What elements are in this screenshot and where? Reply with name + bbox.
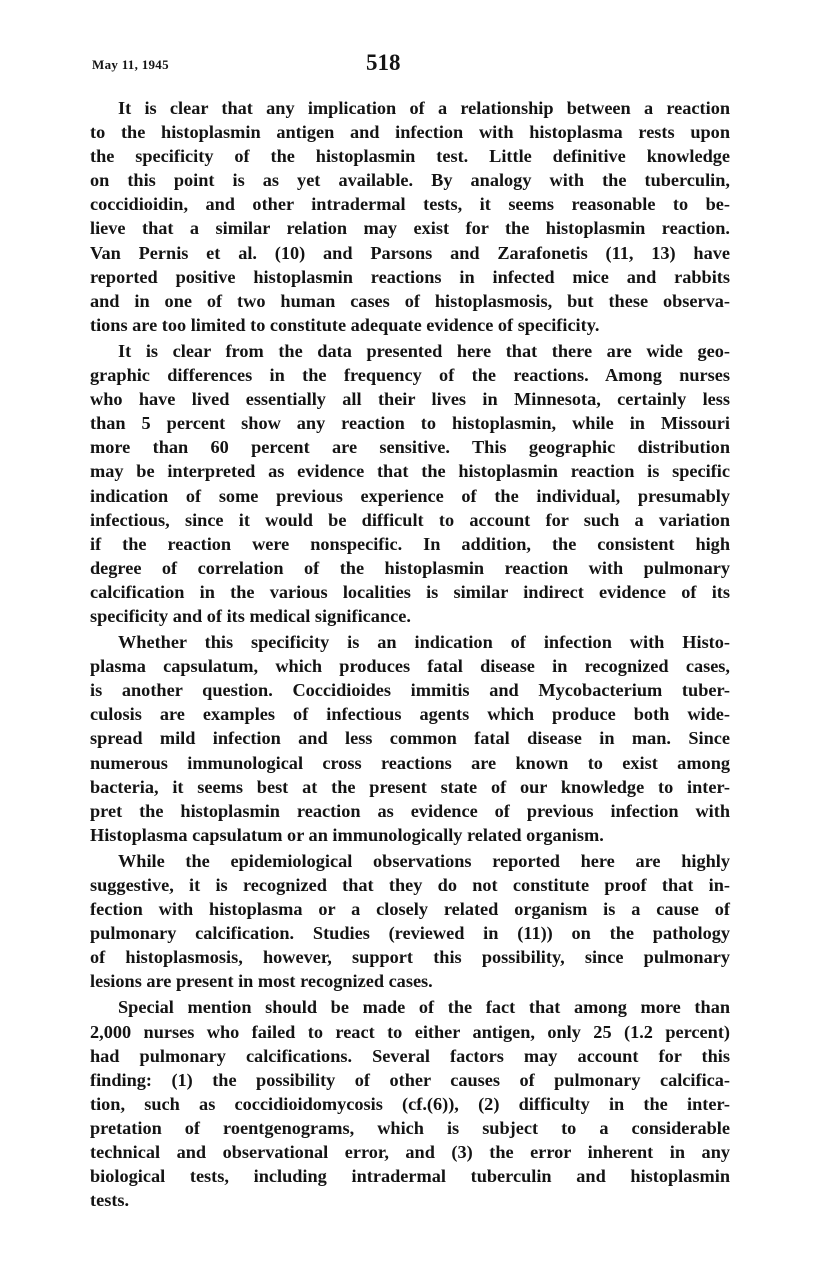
text-line: than 5 percent show any reaction to histoplasmin, while in Missouri xyxy=(90,413,730,434)
text-line: pret the histoplasmin reaction as evidence of previous infection with xyxy=(90,800,730,821)
text-line: Van Pernis et al. (10) and Parsons and Zarafonetis (11, 13) have xyxy=(90,242,730,263)
text-line: and in one of two human cases of histoplasmosis, but these observa- xyxy=(90,290,730,311)
text-line: While the epidemiological observations reported here are highly xyxy=(118,850,730,871)
text-line: infectious, since it would be difficult to account for such a variation xyxy=(90,509,730,530)
text-line: It is clear from the data presented here that there are wide geo- xyxy=(118,340,730,361)
text-line: lesions are present in most recognized cases. xyxy=(90,971,433,992)
paragraph-4 xyxy=(90,849,730,994)
text-line: pulmonary calcification. Studies (reviewed in (11)) on the pathology xyxy=(90,923,730,944)
page-number: 518 xyxy=(366,50,401,75)
paragraph-3 xyxy=(90,630,730,847)
paragraph-2 xyxy=(90,339,730,628)
text-line: pretation of roentgenograms, which is subject to a considerable xyxy=(90,1117,730,1138)
text-line: on this point is as yet available. By analogy with the tuberculin, xyxy=(90,170,730,191)
text-line: if the reaction were nonspecific. In addition, the consistent high xyxy=(90,533,730,554)
text-line: spread mild infection and less common fatal disease in man. Since xyxy=(90,728,730,749)
text-line: to the histoplasmin antigen and infection with histoplasma rests upon xyxy=(90,122,730,143)
text-line: of histoplasmosis, however, support this possibility, since pulmonary xyxy=(90,947,730,968)
text-line: reported positive histoplasmin reactions in infected mice and rabbits xyxy=(90,266,730,287)
text-line: graphic differences in the frequency of the reactions. Among nurses xyxy=(90,365,730,386)
text-line: tions are too limited to constitute adequate evidence of specificity. xyxy=(90,314,600,335)
text-line: who have lived essentially all their lives in Minnesota, certainly less xyxy=(90,389,730,410)
text-line: Histoplasma capsulatum or an immunologically related organism. xyxy=(90,824,604,845)
text-line: tion, such as coccidioidomycosis (cf.(6)), (2) difficulty in the inter- xyxy=(90,1093,730,1114)
text-line: lieve that a similar relation may exist for the histoplasmin reaction. xyxy=(90,218,730,239)
text-line: bacteria, it seems best at the present state of our knowledge to inter- xyxy=(90,776,730,797)
running-header-date: May 11, 1945 xyxy=(92,57,169,72)
text-line: coccidioidin, and other intradermal tests, it seems reasonable to be- xyxy=(90,194,730,215)
text-line: calcification in the various localities is similar indirect evidence of its xyxy=(90,581,730,602)
text-line: specificity and of its medical significance. xyxy=(90,605,411,626)
paragraph-1 xyxy=(90,96,730,337)
text-line: the specificity of the histoplasmin test. Little definitive knowledge xyxy=(90,146,730,167)
text-line: fection with histoplasma or a closely related organism is a cause of xyxy=(90,899,730,920)
text-line: numerous immunological cross reactions are known to exist among xyxy=(90,752,730,773)
text-line: biological tests, including intradermal tuberculin and histoplasmin xyxy=(90,1166,730,1187)
text-line: 2,000 nurses who failed to react to either antigen, only 25 (1.2 percent) xyxy=(90,1021,730,1042)
text-line: indication of some previous experience of the individual, presumably xyxy=(90,485,730,506)
text-line: plasma capsulatum, which produces fatal disease in recognized cases, xyxy=(90,656,730,677)
text-line: culosis are examples of infectious agents which produce both wide- xyxy=(90,704,730,725)
text-line: degree of correlation of the histoplasmin reaction with pulmonary xyxy=(90,557,730,578)
text-line: had pulmonary calcifications. Several factors may account for this xyxy=(90,1045,730,1066)
text-line: Whether this specificity is an indication of infection with Histo- xyxy=(118,632,730,653)
text-line: technical and observational error, and (3) the error inherent in any xyxy=(90,1142,730,1163)
text-line: finding: (1) the possibility of other causes of pulmonary calcifica- xyxy=(90,1069,730,1090)
text-line: is another question. Coccidioides immitis and Mycobacterium tuber- xyxy=(90,680,730,701)
text-line: may be interpreted as evidence that the histoplasmin reaction is specific xyxy=(90,461,730,482)
text-line: tests. xyxy=(90,1190,130,1211)
text-line: It is clear that any implication of a relationship between a reaction xyxy=(118,98,730,118)
paragraph-5 xyxy=(90,995,730,1212)
text-line: more than 60 percent are sensitive. This geographic distribution xyxy=(90,437,730,458)
text-line: Special mention should be made of the fact that among more than xyxy=(118,997,730,1018)
body-text xyxy=(90,96,730,1214)
text-line: suggestive, it is recognized that they do not constitute proof that in- xyxy=(90,875,730,895)
